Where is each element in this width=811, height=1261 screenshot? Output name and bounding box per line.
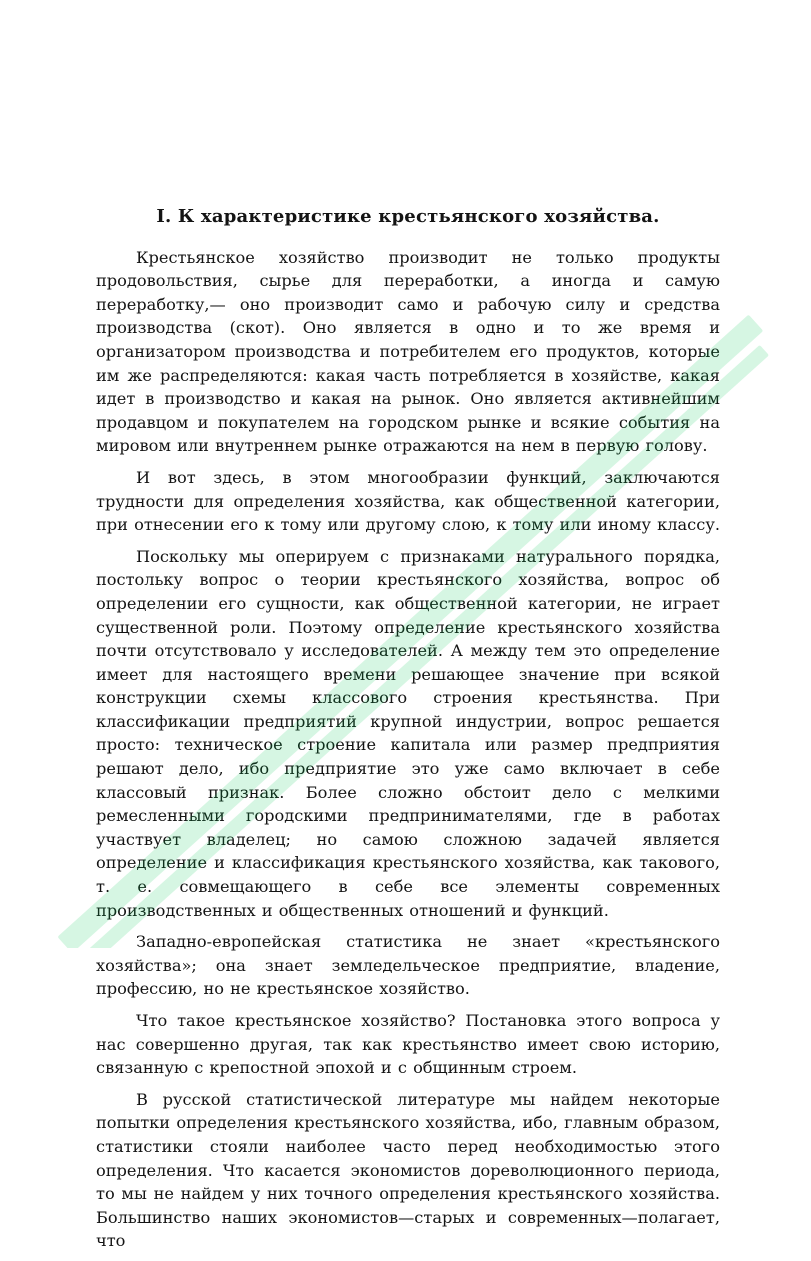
- paragraph: Крестьянское хозяйство производит не только продукты продовольствия, сырье для переработки, а иногда и самую переработку,— оно производит само и рабочую силу и средства производства (скот). Оно является в одно и то же время и организатором производства и потребителем его продуктов, которые им же распределяются: какая часть потребляется в хозяйстве, какая идет в производство и какая на рынок. Оно является активнейшим продавцом и покупателем на городском рынке и всякие события на мировом или внутреннем рынке отражаются на нем в первую голову.: [96, 247, 720, 456]
- paragraph: Западно-европейская статистика не знает «крестьянского хозяйства»; она знает земледельческое предприятие, владение, профессию, но не крестьянское хозяйство.: [96, 932, 720, 999]
- paragraph: Что такое крестьянское хозяйство? Постановка этого вопроса у нас совершенно другая, так как крестьянство имеет свою историю, связанную с крепостной эпохой и с общинным строем.: [96, 1011, 720, 1078]
- section-title: I. К характеристике крестьянского хозяйства.: [156, 206, 660, 227]
- paragraph: И вот здесь, в этом многообразии функций, заключаются трудности для определения хозяйства, как общественной категории, при отнесении его к тому или другому слою, к тому или иному классу.: [96, 467, 720, 535]
- paragraph: В русской статистической литературе мы найдем некоторые попытки определения крестьянского хозяйства, ибо, главным образом, статистики стояли наиболее часто перед необходимостью этого определения. Что касается экономистов дореволюционного периода, то мы не найдем у них точного определения крестьянского хозяйства. Большинство наших экономистов—старых и современных—полагает, что: [96, 1089, 720, 1251]
- paragraph: Поскольку мы оперируем с признаками натурального порядка, постольку вопрос о теории крестьянского хозяйства, вопрос об определении его сущности, как общественной категории, не играет существенной роли. Поэтому определение крестьянского хозяйства почти отсутствовало у исследователей. А между тем это определение имеет для настоящего времени решающее значение при всякой конструкции схемы классового строения крестьянства. При классификации предприятий крупной индустрии, вопрос решается просто: техническое строение капитала или размер предприятия решают дело, ибо предприятие это уже само включает в себе классовый признак. Более сложно обстоит дело с мелкими ремесленными городскими предпринимателями, где в работах участвует владелец; но самою сложною задачей является определение и классификация крестьянского хозяйства, как такового, т. е. совмещающего в себе все элементы современных производственных и общественных отношений и функций.: [96, 546, 720, 920]
- text-column: [96, 206, 720, 1261]
